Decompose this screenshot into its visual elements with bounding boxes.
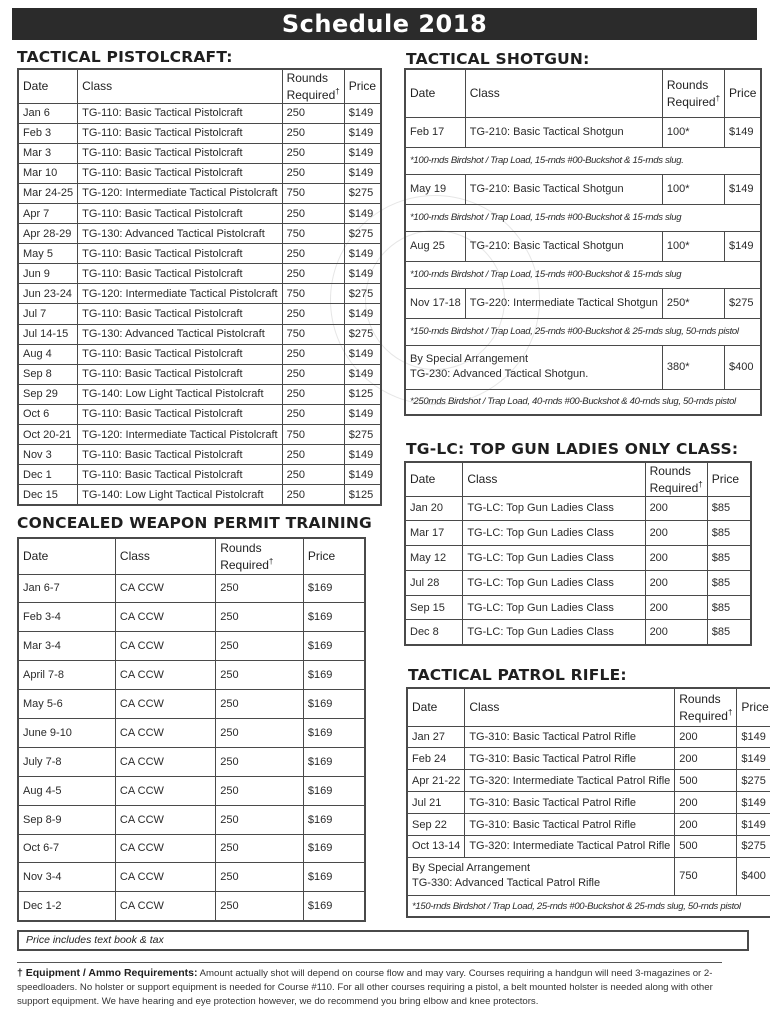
col-price: Price: [707, 462, 751, 496]
table-row: [18, 690, 365, 719]
rounds-cell: 250: [282, 143, 344, 163]
class-cell: TG-310: Basic Tactical Patrol Rifle: [465, 792, 675, 814]
class-cell: TG-110: Basic Tactical Pistolcraft: [78, 264, 282, 284]
class-cell: TG-210: Basic Tactical Shotgun: [465, 231, 662, 261]
table-row: [405, 288, 761, 318]
price-cell: $149: [344, 264, 381, 284]
price-cell: $149: [344, 143, 381, 163]
rounds-cell: 200: [675, 814, 737, 836]
date-cell: May 5: [18, 244, 78, 264]
date-cell: Mar 3-4: [18, 632, 115, 661]
table-row: [405, 521, 751, 546]
price-cell: $125: [344, 384, 381, 404]
class-cell: TG-LC: Top Gun Ladies Class: [463, 521, 645, 546]
rounds-cell: 250: [282, 384, 344, 404]
table-row: [407, 814, 770, 836]
rounds-cell: 750: [282, 284, 344, 304]
rounds-cell: 250: [216, 863, 304, 892]
note-row: [405, 318, 761, 345]
class-cell: TG-110: Basic Tactical Pistolcraft: [78, 143, 282, 163]
price-cell: $149: [725, 117, 762, 147]
class-cell: TG-110: Basic Tactical Pistolcraft: [78, 123, 282, 143]
price-cell: $149: [344, 445, 381, 465]
ccw-table: [17, 537, 366, 922]
price-cell: $149: [344, 404, 381, 424]
date-cell: Dec 8: [405, 620, 463, 645]
table-row: [405, 174, 761, 204]
price-cell: $169: [303, 834, 365, 863]
rounds-cell: 100*: [662, 117, 724, 147]
rounds-cell: 200: [645, 521, 707, 546]
table-row: [18, 603, 365, 632]
table-row: [18, 485, 381, 505]
table-row: [405, 570, 751, 595]
date-cell: Jul 7: [18, 304, 78, 324]
class-cell: TG-130: Advanced Tactical Pistolcraft: [78, 224, 282, 244]
class-cell: CA CCW: [115, 690, 215, 719]
rounds-cell: 250*: [662, 288, 724, 318]
price-cell: $169: [303, 892, 365, 921]
price-cell: $85: [707, 546, 751, 571]
table-row: [18, 123, 381, 143]
price-cell: $149: [737, 748, 770, 770]
class-cell: TG-310: Basic Tactical Patrol Rifle: [465, 814, 675, 836]
rounds-cell: 750: [282, 425, 344, 445]
date-cell: Apr 21-22: [407, 770, 465, 792]
rounds-cell: 250: [282, 264, 344, 284]
rifle-heading: TACTICAL PATROL RIFLE:: [408, 666, 627, 684]
rounds-cell: 250: [282, 364, 344, 384]
table-row: [407, 835, 770, 857]
price-cell: $169: [303, 805, 365, 834]
date-cell: Sep 29: [18, 384, 78, 404]
table-row: [18, 183, 381, 203]
price-cell: $169: [303, 661, 365, 690]
footer-divider: [17, 962, 722, 963]
rounds-cell: 250: [216, 834, 304, 863]
price-cell: $275: [737, 835, 770, 857]
rounds-cell: 250: [282, 203, 344, 223]
col-price: Price: [725, 69, 762, 117]
date-cell: Jul 21: [407, 792, 465, 814]
date-cell: Nov 17-18: [405, 288, 465, 318]
class-cell: CA CCW: [115, 805, 215, 834]
class-cell: TG-110: Basic Tactical Pistolcraft: [78, 304, 282, 324]
table-row: [18, 404, 381, 424]
price-cell: $169: [303, 632, 365, 661]
date-cell: Sep 15: [405, 595, 463, 620]
price-cell: $149: [344, 244, 381, 264]
class-cell: CA CCW: [115, 892, 215, 921]
ammo-note: *100-rnds Birdshot / Trap Load, 15-rnds #00-Buckshot & 15-rnds slug: [405, 261, 761, 288]
date-cell: Mar 17: [405, 521, 463, 546]
ammo-note: *100-rnds Birdshot / Trap Load, 15-rnds #00-Buckshot & 15-rnds slug: [405, 204, 761, 231]
price-cell: $149: [737, 726, 770, 748]
date-cell: Apr 7: [18, 203, 78, 223]
class-cell: CA CCW: [115, 776, 215, 805]
table-row: [18, 203, 381, 223]
class-cell: TG-LC: Top Gun Ladies Class: [463, 620, 645, 645]
pistol-table: [17, 68, 382, 506]
class-cell: TG-210: Basic Tactical Shotgun: [465, 117, 662, 147]
table-row: [18, 892, 365, 921]
table-row: [18, 834, 365, 863]
price-cell: $149: [344, 344, 381, 364]
rounds-cell: 250: [216, 603, 304, 632]
rounds-cell: 250: [282, 445, 344, 465]
col-date: Date: [18, 69, 78, 103]
ammo-note: *150-rnds Birdshot / Trap Load, 25-rnds #00-Buckshot & 25-rnds slug, 50-rnds pistol: [405, 318, 761, 345]
col-class: Class: [463, 462, 645, 496]
date-cell: Apr 28-29: [18, 224, 78, 244]
class-cell: TG-210: Basic Tactical Shotgun: [465, 174, 662, 204]
class-cell: CA CCW: [115, 863, 215, 892]
shotgun-heading: TACTICAL SHOTGUN:: [406, 50, 590, 68]
table-row: [407, 748, 770, 770]
table-row: [405, 117, 761, 147]
rounds-cell: 750: [282, 224, 344, 244]
table-row: [18, 425, 381, 445]
class-cell: CA CCW: [115, 603, 215, 632]
note-row: [405, 204, 761, 231]
rounds-cell: 250: [216, 690, 304, 719]
table-row: [18, 143, 381, 163]
date-cell: Oct 6: [18, 404, 78, 424]
price-cell: $169: [303, 603, 365, 632]
rounds-cell: 100*: [662, 174, 724, 204]
col-class: Class: [78, 69, 282, 103]
rounds-cell: 250: [282, 103, 344, 123]
table-row: [18, 284, 381, 304]
date-cell: Feb 17: [405, 117, 465, 147]
date-cell: Oct 20-21: [18, 425, 78, 445]
rounds-cell: 250: [282, 344, 344, 364]
ammo-note: *150-rnds Birdshot / Trap Load, 25-rnds #00-Buckshot & 25-rnds slug, 50-rnds pistol: [407, 895, 770, 917]
date-cell: Aug 4: [18, 344, 78, 364]
price-cell: $275: [344, 284, 381, 304]
rounds-cell: 250: [216, 632, 304, 661]
price-cell: $125: [344, 485, 381, 505]
col-price: Price: [303, 538, 365, 574]
class-cell: TG-LC: Top Gun Ladies Class: [463, 496, 645, 521]
table-row: [407, 792, 770, 814]
rounds-cell: 250: [282, 485, 344, 505]
col-date: Date: [407, 688, 465, 726]
table-row: [18, 364, 381, 384]
rounds-cell: 750: [675, 857, 737, 895]
class-cell: TG-110: Basic Tactical Pistolcraft: [78, 364, 282, 384]
price-cell: $149: [344, 123, 381, 143]
class-cell: TG-140: Low Light Tactical Pistolcraft: [78, 485, 282, 505]
table-row: [18, 574, 365, 603]
price-note: Price includes text book & tax: [17, 930, 749, 951]
table-row: [18, 632, 365, 661]
price-cell: $169: [303, 863, 365, 892]
rounds-cell: 200: [645, 595, 707, 620]
rounds-cell: 500: [675, 835, 737, 857]
price-cell: $169: [303, 574, 365, 603]
date-cell: Jun 9: [18, 264, 78, 284]
date-cell: May 12: [405, 546, 463, 571]
price-cell: $275: [344, 183, 381, 203]
price-cell: $169: [303, 718, 365, 747]
rounds-cell: 250: [282, 304, 344, 324]
date-cell: Sep 8: [18, 364, 78, 384]
class-cell: TG-220: Intermediate Tactical Shotgun: [465, 288, 662, 318]
date-cell: Jul 14-15: [18, 324, 78, 344]
table-row: [18, 661, 365, 690]
ccw-heading: CONCEALED WEAPON PERMIT TRAINING: [17, 514, 372, 532]
col-rounds: Rounds Required†: [216, 538, 304, 574]
col-date: Date: [405, 462, 463, 496]
table-row: [18, 805, 365, 834]
date-cell: Dec 15: [18, 485, 78, 505]
col-price: Price: [737, 688, 770, 726]
date-cell: Dec 1-2: [18, 892, 115, 921]
table-row: [18, 163, 381, 183]
price-cell: $275: [344, 324, 381, 344]
table-row: [405, 231, 761, 261]
table-row: [18, 718, 365, 747]
class-cell: TG-310: Basic Tactical Patrol Rifle: [465, 726, 675, 748]
class-cell: TG-110: Basic Tactical Pistolcraft: [78, 445, 282, 465]
price-cell: $149: [725, 231, 762, 261]
rounds-cell: 200: [645, 570, 707, 595]
rounds-cell: 380*: [662, 345, 724, 389]
ammo-note: *100-rnds Birdshot / Trap Load, 15-rnds #00-Buckshot & 15-rnds slug.: [405, 147, 761, 174]
col-date: Date: [405, 69, 465, 117]
class-cell: TG-110: Basic Tactical Pistolcraft: [78, 103, 282, 123]
rounds-cell: 750: [282, 183, 344, 203]
price-cell: $275: [344, 425, 381, 445]
price-cell: $149: [344, 203, 381, 223]
class-cell: CA CCW: [115, 747, 215, 776]
table-row: [18, 863, 365, 892]
date-cell: Jun 23-24: [18, 284, 78, 304]
table-row: [18, 244, 381, 264]
col-price: Price: [344, 69, 381, 103]
rounds-cell: 250: [282, 244, 344, 264]
price-cell: $400: [725, 345, 762, 389]
table-row: [407, 726, 770, 748]
table-row: [18, 465, 381, 485]
rifle-table: [406, 687, 770, 918]
rounds-cell: 250: [282, 163, 344, 183]
class-cell: CA CCW: [115, 661, 215, 690]
table-row: [18, 445, 381, 465]
rounds-cell: 250: [216, 574, 304, 603]
date-cell: Feb 3: [18, 123, 78, 143]
rounds-cell: 250: [216, 892, 304, 921]
class-cell: TG-320: Intermediate Tactical Patrol Rifle: [465, 770, 675, 792]
col-rounds: Rounds Required†: [645, 462, 707, 496]
table-row: [18, 103, 381, 123]
price-cell: $275: [737, 770, 770, 792]
rounds-cell: 200: [645, 620, 707, 645]
table-row: [407, 770, 770, 792]
price-cell: $149: [737, 792, 770, 814]
col-class: Class: [115, 538, 215, 574]
price-cell: $149: [344, 163, 381, 183]
table-row: [18, 304, 381, 324]
price-cell: $149: [344, 103, 381, 123]
class-cell: TG-110: Basic Tactical Pistolcraft: [78, 404, 282, 424]
table-row: [18, 224, 381, 244]
rounds-cell: 250: [282, 465, 344, 485]
table-row: [18, 324, 381, 344]
price-cell: $85: [707, 620, 751, 645]
shotgun-table: [404, 68, 762, 416]
special-arrangement-cell: By Special Arrangement TG-230: Advanced Tactical Shotgun.: [405, 345, 662, 389]
date-cell: Mar 3: [18, 143, 78, 163]
table-row: [405, 546, 751, 571]
price-cell: $169: [303, 747, 365, 776]
date-cell: Aug 4-5: [18, 776, 115, 805]
rounds-cell: 250: [216, 747, 304, 776]
class-cell: TG-LC: Top Gun Ladies Class: [463, 546, 645, 571]
date-cell: Jul 28: [405, 570, 463, 595]
date-cell: July 7-8: [18, 747, 115, 776]
class-cell: TG-LC: Top Gun Ladies Class: [463, 595, 645, 620]
table-row: [18, 264, 381, 284]
class-cell: TG-140: Low Light Tactical Pistolcraft: [78, 384, 282, 404]
rounds-cell: 250: [216, 718, 304, 747]
price-cell: $85: [707, 595, 751, 620]
ammo-note: *250rnds Birdshot / Trap Load, 40-rnds #00-Buckshot & 40-rnds slug, 50-rnds pistol: [405, 389, 761, 415]
price-cell: $85: [707, 570, 751, 595]
table-row: [18, 747, 365, 776]
price-cell: $149: [725, 174, 762, 204]
class-cell: TG-110: Basic Tactical Pistolcraft: [78, 465, 282, 485]
ladies-table: [404, 461, 752, 646]
rounds-cell: 200: [675, 726, 737, 748]
date-cell: Oct 6-7: [18, 834, 115, 863]
price-cell: $275: [344, 224, 381, 244]
table-row: [18, 776, 365, 805]
class-cell: TG-130: Advanced Tactical Pistolcraft: [78, 324, 282, 344]
note-row: [405, 147, 761, 174]
class-cell: CA CCW: [115, 632, 215, 661]
class-cell: TG-310: Basic Tactical Patrol Rifle: [465, 748, 675, 770]
table-row: [18, 344, 381, 364]
date-cell: Jan 6-7: [18, 574, 115, 603]
equipment-requirements: [17, 966, 747, 1009]
date-cell: Nov 3-4: [18, 863, 115, 892]
date-cell: Oct 13-14: [407, 835, 465, 857]
col-rounds: Rounds Required†: [675, 688, 737, 726]
price-cell: $149: [737, 814, 770, 836]
class-cell: TG-120: Intermediate Tactical Pistolcraft: [78, 284, 282, 304]
date-cell: May 5-6: [18, 690, 115, 719]
date-cell: Mar 24-25: [18, 183, 78, 203]
class-cell: TG-110: Basic Tactical Pistolcraft: [78, 344, 282, 364]
table-row: [405, 496, 751, 521]
rounds-cell: 250: [216, 776, 304, 805]
date-cell: Jan 27: [407, 726, 465, 748]
class-cell: TG-110: Basic Tactical Pistolcraft: [78, 244, 282, 264]
class-cell: TG-110: Basic Tactical Pistolcraft: [78, 203, 282, 223]
price-cell: $85: [707, 521, 751, 546]
special-arrangement-cell: By Special Arrangement TG-330: Advanced Tactical Patrol Rifle: [407, 857, 675, 895]
class-cell: TG-110: Basic Tactical Pistolcraft: [78, 163, 282, 183]
rounds-cell: 250: [216, 661, 304, 690]
rounds-cell: 250: [282, 404, 344, 424]
price-cell: $149: [344, 304, 381, 324]
date-cell: Aug 25: [405, 231, 465, 261]
rounds-cell: 750: [282, 324, 344, 344]
note-row: [405, 261, 761, 288]
col-class: Class: [465, 69, 662, 117]
ladies-heading: TG-LC: TOP GUN LADIES ONLY CLASS:: [406, 440, 739, 458]
date-cell: Sep 22: [407, 814, 465, 836]
rounds-cell: 100*: [662, 231, 724, 261]
date-cell: Jan 6: [18, 103, 78, 123]
price-cell: $169: [303, 776, 365, 805]
class-cell: TG-320: Intermediate Tactical Patrol Rifle: [465, 835, 675, 857]
class-cell: CA CCW: [115, 834, 215, 863]
class-cell: TG-LC: Top Gun Ladies Class: [463, 570, 645, 595]
class-cell: CA CCW: [115, 718, 215, 747]
price-cell: $169: [303, 690, 365, 719]
rounds-cell: 200: [645, 546, 707, 571]
date-cell: Dec 1: [18, 465, 78, 485]
rounds-cell: 200: [675, 748, 737, 770]
col-class: Class: [465, 688, 675, 726]
rounds-cell: 250: [216, 805, 304, 834]
rounds-cell: 200: [675, 792, 737, 814]
footer-lead: † Equipment / Ammo Requirements:: [17, 967, 198, 979]
rounds-cell: 500: [675, 770, 737, 792]
date-cell: Feb 3-4: [18, 603, 115, 632]
class-cell: TG-120: Intermediate Tactical Pistolcraft: [78, 425, 282, 445]
date-cell: Sep 8-9: [18, 805, 115, 834]
date-cell: May 19: [405, 174, 465, 204]
table-row: [405, 620, 751, 645]
footer-text: Amount actually shot will depend on course flow and may vary. Courses requiring a handgun will need 3-magazines or 2-speedloaders. No holster or support equipment is needed for Course #110. For all other courses requiring a pistol, a belt mounted holster is needed along with other support equipment. We have hearing and eye protection however, we do recommend you bring elbow and knee protectors.: [17, 968, 713, 1007]
price-cell: $149: [344, 364, 381, 384]
rounds-cell: 250: [282, 123, 344, 143]
page-title: Schedule 2018: [12, 8, 757, 40]
price-cell: $85: [707, 496, 751, 521]
price-cell: $400: [737, 857, 770, 895]
rounds-cell: 200: [645, 496, 707, 521]
date-cell: Nov 3: [18, 445, 78, 465]
price-cell: $275: [725, 288, 762, 318]
pistol-heading: TACTICAL PISTOLCRAFT:: [17, 48, 233, 66]
table-row: [18, 384, 381, 404]
date-cell: Mar 10: [18, 163, 78, 183]
date-cell: Feb 24: [407, 748, 465, 770]
class-cell: TG-120: Intermediate Tactical Pistolcraft: [78, 183, 282, 203]
col-rounds: Rounds Required†: [662, 69, 724, 117]
date-cell: April 7-8: [18, 661, 115, 690]
col-date: Date: [18, 538, 115, 574]
class-cell: CA CCW: [115, 574, 215, 603]
date-cell: Jan 20: [405, 496, 463, 521]
col-rounds: Rounds Required†: [282, 69, 344, 103]
table-row: [405, 595, 751, 620]
price-cell: $149: [344, 465, 381, 485]
date-cell: June 9-10: [18, 718, 115, 747]
